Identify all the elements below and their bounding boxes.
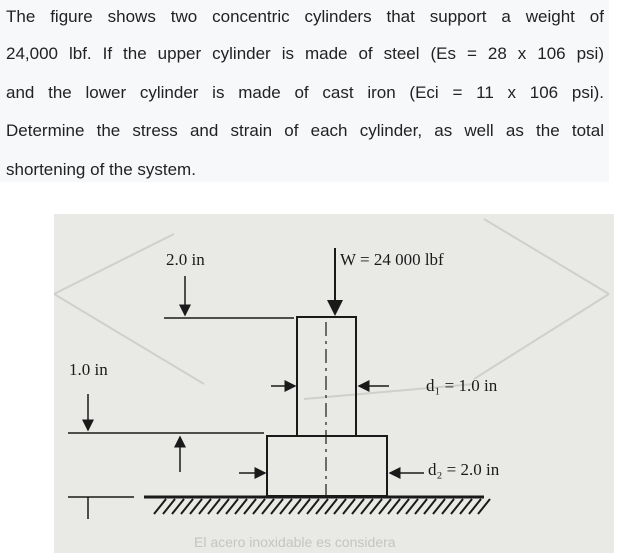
problem-line-5: shortening of the system. <box>6 160 196 179</box>
problem-line-1: The figure shows two concentric cylinders that support a weight of <box>6 7 604 26</box>
ground-hatching <box>154 499 490 514</box>
upper-height-label: 2.0 in <box>166 250 205 269</box>
problem-line-2: 24,000 lbf. If the upper cylinder is made of steel (Es = 28 x 106 psi) <box>6 44 604 63</box>
upper-diameter-label: d₁ = 1.0 in <box>426 376 498 395</box>
load-label: W = 24 000 lbf <box>340 250 444 269</box>
problem-line-3: and the lower cylinder is made of cast iron (Eci = 11 x 106 psi). <box>6 83 604 102</box>
diagram-drawing <box>54 214 614 553</box>
background-watermark-text: El acero inoxidable es considera <box>194 534 396 550</box>
lower-cylinder <box>267 436 387 496</box>
background-plate <box>54 219 609 399</box>
cylinder-diagram <box>54 214 614 553</box>
problem-statement <box>0 0 609 182</box>
lower-diameter-label: d₂ = 2.0 in <box>428 460 500 479</box>
lower-height-label: 1.0 in <box>69 360 108 379</box>
problem-line-4: Determine the stress and strain of each cylinder, as well as the total <box>6 121 604 140</box>
